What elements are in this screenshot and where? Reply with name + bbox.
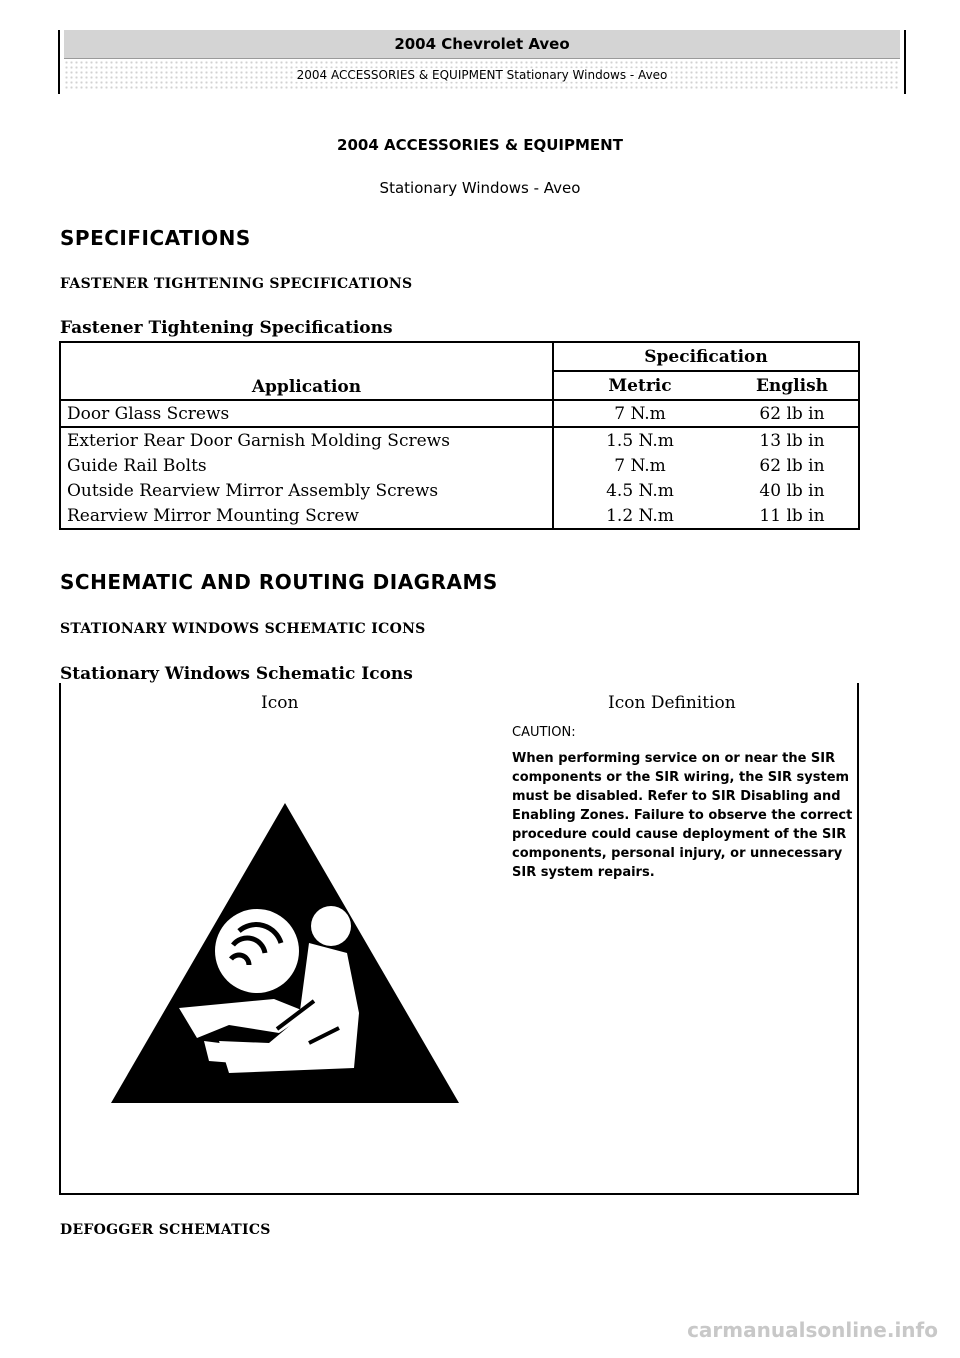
schematic-table-caption: Stationary Windows Schematic Icons <box>60 664 413 684</box>
fastener-specs-subheading: FASTENER TIGHTENING SPECIFICATIONS <box>60 276 413 292</box>
col-metric: Metric <box>553 371 726 400</box>
col-icon: Icon <box>261 693 299 713</box>
fastener-spec-table <box>59 341 860 530</box>
airbag-warning-icon <box>109 803 459 1108</box>
table-row <box>60 453 859 478</box>
watermark: carmanualsonline.info <box>687 1318 938 1342</box>
col-english: English <box>726 371 859 400</box>
row-application: Exterior Rear Door Garnish Molding Screws <box>60 427 553 453</box>
header-subtitle-bar <box>64 60 900 90</box>
row-application: Outside Rearview Mirror Assembly Screws <box>60 478 553 503</box>
row-application: Door Glass Screws <box>60 400 553 427</box>
fastener-table-caption: Fastener Tightening Specifications <box>60 318 393 338</box>
row-english: 40 lb in <box>726 478 859 503</box>
document-title: 2004 ACCESSORIES & EQUIPMENT <box>337 136 623 154</box>
row-metric: 1.2 N.m <box>553 503 726 529</box>
row-metric: 7 N.m <box>553 453 726 478</box>
row-metric: 4.5 N.m <box>553 478 726 503</box>
col-icon-definition: Icon Definition <box>608 693 736 713</box>
header-subtitle: 2004 ACCESSORIES & EQUIPMENT Stationary Windows - Aveo <box>293 68 672 82</box>
row-application: Guide Rail Bolts <box>60 453 553 478</box>
specifications-heading: SPECIFICATIONS <box>60 226 251 250</box>
col-application: Application <box>60 342 553 400</box>
row-english: 62 lb in <box>726 400 859 427</box>
table-row <box>60 478 859 503</box>
row-application: Rearview Mirror Mounting Screw <box>60 503 553 529</box>
row-english: 13 lb in <box>726 427 859 453</box>
row-metric: 1.5 N.m <box>553 427 726 453</box>
schematic-icons-subheading: STATIONARY WINDOWS SCHEMATIC ICONS <box>60 621 426 637</box>
row-english: 62 lb in <box>726 453 859 478</box>
table-row <box>60 427 859 453</box>
page-header <box>58 26 906 94</box>
caution-title: CAUTION: <box>512 725 576 740</box>
header-title: 2004 Chevrolet Aveo <box>64 30 900 59</box>
schematic-icon-table <box>59 683 859 1195</box>
col-specification: Specification <box>553 342 859 371</box>
table-row <box>60 400 859 427</box>
header-right-rule <box>904 30 906 94</box>
caution-text: When performing service on or near the SIR components or the SIR wiring, the SIR system must be disabled. Refer to SIR Disabling and Enabling Zones. Failure to observe the correct procedure could cause deployment of the SIR components, personal injury, or unnecessary SIR system repairs. <box>512 751 853 880</box>
header-left-rule <box>58 30 60 94</box>
row-english: 11 lb in <box>726 503 859 529</box>
defogger-schematics-heading: DEFOGGER SCHEMATICS <box>60 1222 271 1238</box>
row-metric: 7 N.m <box>553 400 726 427</box>
document-subtitle: Stationary Windows - Aveo <box>379 179 581 197</box>
schematic-heading: SCHEMATIC AND ROUTING DIAGRAMS <box>60 570 498 594</box>
table-row <box>60 503 859 529</box>
